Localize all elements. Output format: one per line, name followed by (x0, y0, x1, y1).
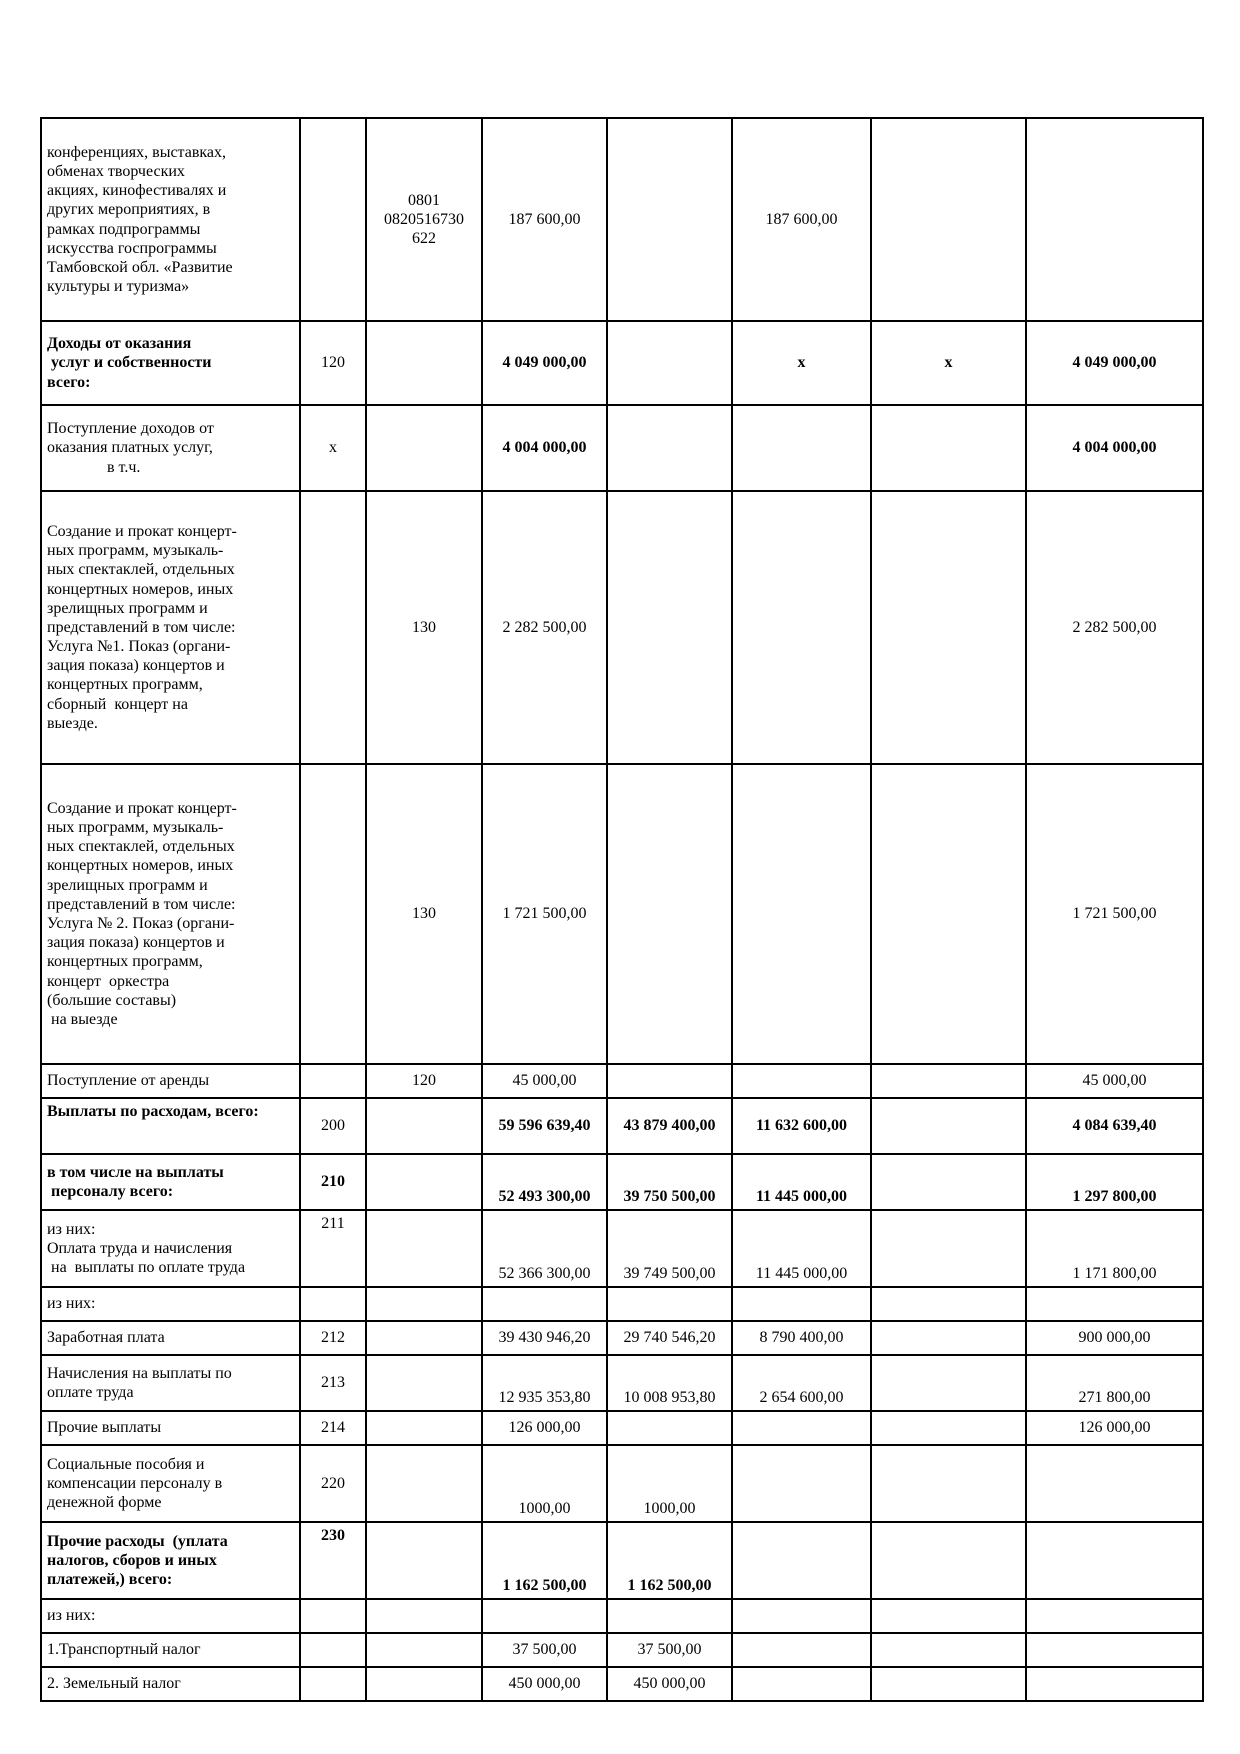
row-description-cell (41, 321, 300, 405)
row-code-cell (300, 1064, 366, 1098)
total-amount-cell: 4 049 000,00 (482, 321, 607, 405)
subsidy-other-cell: х (732, 321, 871, 405)
row-description-cell (41, 1321, 300, 1355)
capital-investment-cell (871, 764, 1026, 1064)
total-amount-cell: 12 935 353,80 (482, 1355, 607, 1411)
total-amount-cell: 1 162 500,00 (482, 1522, 607, 1599)
capital-investment-cell (871, 1321, 1026, 1355)
description-line: из них: (47, 1295, 96, 1313)
row-code-cell: 211 (300, 1210, 366, 1287)
row-code-cell: 210 (300, 1154, 366, 1210)
row-code-cell: х (300, 405, 366, 491)
paid-services-cell: 1 171 800,00 (1026, 1210, 1203, 1287)
description-line: культуры и туризма» (47, 278, 190, 296)
table-row (41, 1098, 1203, 1154)
total-amount-cell: 52 366 300,00 (482, 1210, 607, 1287)
subsidy-other-cell: 187 600,00 (732, 118, 871, 321)
row-code-cell (300, 1633, 366, 1667)
table-row (41, 491, 1203, 764)
kosgu-cell (366, 1321, 482, 1355)
table-row (41, 405, 1203, 491)
row-code-cell (300, 1287, 366, 1321)
paid-services-cell (1026, 1287, 1203, 1321)
kosgu-cell: 130 (366, 764, 482, 1064)
description-line: зрелищных программ и (47, 876, 208, 894)
description-line: персоналу всего: (47, 1183, 174, 1200)
subsidy-state-task-cell (607, 118, 732, 321)
description-line: Прочие расходы (уплата (47, 1532, 228, 1550)
paid-services-cell: 4 049 000,00 (1026, 321, 1203, 405)
total-amount-cell: 52 493 300,00 (482, 1154, 607, 1210)
subsidy-state-task-cell: 1 162 500,00 (607, 1522, 732, 1599)
paid-services-cell: 4 084 639,40 (1026, 1098, 1203, 1154)
description-line: из них: (47, 1220, 96, 1238)
subsidy-other-cell (732, 1064, 871, 1098)
subsidy-state-task-cell: 29 740 546,20 (607, 1321, 732, 1355)
row-code-cell: 200 (300, 1098, 366, 1154)
total-amount-cell: 1 721 500,00 (482, 764, 607, 1064)
subsidy-state-task-cell: 1000,00 (607, 1445, 732, 1522)
description-line: Тамбовской обл. «Развитие (47, 258, 233, 276)
kosgu-cell (366, 1287, 482, 1321)
description-line: оплате труда (47, 1384, 134, 1401)
capital-investment-cell: х (871, 321, 1026, 405)
total-amount-cell: 2 282 500,00 (482, 491, 607, 764)
capital-investment-cell (871, 1633, 1026, 1667)
description-line: рамках подпрограммы (47, 220, 201, 238)
capital-investment-cell (871, 1154, 1026, 1210)
row-code-cell: 212 (300, 1321, 366, 1355)
description-line: выезде. (47, 714, 98, 732)
capital-investment-cell (871, 1355, 1026, 1411)
row-description-cell (41, 1411, 300, 1445)
total-amount-cell: 187 600,00 (482, 118, 607, 321)
paid-services-cell (1026, 1522, 1203, 1599)
kosgu-cell (366, 1411, 482, 1445)
kosgu-cell (366, 1599, 482, 1633)
capital-investment-cell (871, 1667, 1026, 1701)
row-description-cell (41, 1210, 300, 1287)
kosgu-cell (366, 1154, 482, 1210)
row-code-cell: 214 (300, 1411, 366, 1445)
description-line: концертных программ, (47, 953, 203, 971)
subsidy-other-cell (732, 1599, 871, 1633)
paid-services-cell: 1 721 500,00 (1026, 764, 1203, 1064)
row-description-cell (41, 1098, 300, 1154)
row-code-cell: 213 (300, 1355, 366, 1411)
description-line: 1.Транспортный налог (47, 1641, 201, 1659)
description-line: компенсации персоналу в (47, 1474, 223, 1492)
description-line: Социальные пособия и (47, 1455, 205, 1473)
total-amount-cell: 1000,00 (482, 1445, 607, 1522)
subsidy-other-cell (732, 405, 871, 491)
total-amount-cell: 450 000,00 (482, 1667, 607, 1701)
description-line: акциях, кинофестивалях и (47, 182, 227, 200)
description-line: ных программ, музыкаль- (47, 542, 224, 560)
kosgu-cell (366, 1522, 482, 1599)
capital-investment-cell (871, 1287, 1026, 1321)
description-line: зация показа) концертов и (47, 934, 225, 952)
row-description-cell (41, 118, 300, 321)
kosgu-cell (366, 1355, 482, 1411)
subsidy-other-cell: 8 790 400,00 (732, 1321, 871, 1355)
description-line: представлений в том числе: (47, 895, 236, 913)
row-code-cell (300, 764, 366, 1064)
kosgu-cell: 0801 0820516730 622 (366, 118, 482, 321)
paid-services-cell (1026, 1599, 1203, 1633)
row-code-cell (300, 1599, 366, 1633)
financial-plan-table (40, 117, 1204, 1702)
subsidy-other-cell (732, 1667, 871, 1701)
table-row (41, 118, 1203, 321)
paid-services-cell: 271 800,00 (1026, 1355, 1203, 1411)
description-line: Поступление от аренды (47, 1072, 210, 1090)
description-line: Оплата труда и начисления (47, 1239, 233, 1257)
subsidy-state-task-cell (607, 1599, 732, 1633)
table-row (41, 1411, 1203, 1445)
description-line: на выплаты по оплате труда (47, 1259, 246, 1277)
description-line: (большие составы) (47, 991, 177, 1009)
paid-services-cell: 4 004 000,00 (1026, 405, 1203, 491)
table-row (41, 1154, 1203, 1210)
description-line: 2. Земельный налог (47, 1675, 181, 1693)
description-line: на выезде (47, 1010, 118, 1028)
description-line: Заработная плата (47, 1329, 165, 1347)
total-amount-cell: 37 500,00 (482, 1633, 607, 1667)
description-line: зация показа) концертов и (47, 657, 225, 675)
table-row (41, 1633, 1203, 1667)
description-line: Прочие выплаты (47, 1419, 162, 1437)
table-row (41, 1210, 1203, 1287)
row-description-cell (41, 1633, 300, 1667)
kosgu-cell (366, 321, 482, 405)
row-code-cell: 120 (300, 321, 366, 405)
table-row (41, 1445, 1203, 1522)
description-line: всего: (47, 373, 91, 391)
subsidy-other-cell: 11 445 000,00 (732, 1154, 871, 1210)
row-code-cell (300, 118, 366, 321)
paid-services-cell: 900 000,00 (1026, 1321, 1203, 1355)
subsidy-other-cell (732, 1287, 871, 1321)
subsidy-state-task-cell (607, 321, 732, 405)
description-line: Создание и прокат концерт- (47, 522, 237, 540)
subsidy-state-task-cell: 43 879 400,00 (607, 1098, 732, 1154)
paid-services-cell (1026, 1633, 1203, 1667)
total-amount-cell: 39 430 946,20 (482, 1321, 607, 1355)
paid-services-cell: 45 000,00 (1026, 1064, 1203, 1098)
description-line: сборный концерт на (47, 695, 188, 713)
subsidy-other-cell (732, 491, 871, 764)
row-code-cell: 230 (300, 1522, 366, 1599)
capital-investment-cell (871, 1098, 1026, 1154)
kosgu-cell (366, 1098, 482, 1154)
description-line: концертных номеров, иных (47, 857, 234, 875)
description-line: Услуга № 2. Показ (органи- (47, 915, 235, 932)
paid-services-cell: 126 000,00 (1026, 1411, 1203, 1445)
subsidy-other-cell (732, 1633, 871, 1667)
kosgu-cell (366, 405, 482, 491)
description-line: конференциях, выставках, (47, 143, 227, 161)
table-row (41, 1321, 1203, 1355)
row-code-cell (300, 491, 366, 764)
description-line: в том числе на выплаты (47, 1163, 224, 1181)
table-row (41, 1599, 1203, 1633)
subsidy-state-task-cell: 39 749 500,00 (607, 1210, 732, 1287)
table-row (41, 764, 1203, 1064)
subsidy-other-cell: 11 632 600,00 (732, 1098, 871, 1154)
subsidy-state-task-cell (607, 1287, 732, 1321)
description-line: услуг и собственности (47, 354, 212, 372)
total-amount-cell: 59 596 639,40 (482, 1098, 607, 1154)
description-line: из них: (47, 1607, 96, 1625)
kosgu-cell: 130 (366, 491, 482, 764)
table-row (41, 321, 1203, 405)
total-amount-cell: 4 004 000,00 (482, 405, 607, 491)
kosgu-cell: 120 (366, 1064, 482, 1098)
description-line: Начисления на выплаты по (47, 1364, 232, 1382)
subsidy-state-task-cell (607, 764, 732, 1064)
row-description-cell (41, 1667, 300, 1701)
capital-investment-cell (871, 1522, 1026, 1599)
row-description-cell (41, 491, 300, 764)
row-code-cell (300, 1667, 366, 1701)
description-line: концерт оркестра (47, 972, 170, 990)
table-row (41, 1667, 1203, 1701)
subsidy-other-cell (732, 1522, 871, 1599)
row-description-cell (41, 1064, 300, 1098)
capital-investment-cell (871, 1445, 1026, 1522)
kosgu-cell (366, 1667, 482, 1701)
row-code-cell: 220 (300, 1445, 366, 1522)
description-line: оказания платных услуг, (47, 439, 213, 457)
capital-investment-cell (871, 405, 1026, 491)
description-line: платежей,) всего: (47, 1571, 173, 1589)
description-line: зрелищных программ и (47, 599, 208, 617)
row-description-cell (41, 764, 300, 1064)
paid-services-cell: 2 282 500,00 (1026, 491, 1203, 764)
row-description-cell (41, 1154, 300, 1210)
description-line: концертных номеров, иных (47, 580, 234, 598)
total-amount-cell (482, 1287, 607, 1321)
subsidy-state-task-cell (607, 405, 732, 491)
table-row (41, 1355, 1203, 1411)
description-line: денежной форме (47, 1494, 162, 1512)
description-line: в т.ч. (47, 458, 141, 476)
paid-services-cell (1026, 118, 1203, 321)
table-row (41, 1522, 1203, 1599)
description-line: концертных программ, (47, 676, 203, 694)
description-line: ных программ, музыкаль- (47, 819, 224, 837)
subsidy-state-task-cell: 39 750 500,00 (607, 1154, 732, 1210)
description-line: налогов, сборов и иных (47, 1551, 217, 1569)
total-amount-cell: 126 000,00 (482, 1411, 607, 1445)
row-description-cell (41, 1522, 300, 1599)
table-row (41, 1287, 1203, 1321)
description-line: представлений в том числе: (47, 618, 236, 636)
description-line: Услуга №1. Показ (органи- (47, 638, 231, 656)
row-description-cell (41, 1355, 300, 1411)
subsidy-state-task-cell: 37 500,00 (607, 1633, 732, 1667)
description-line: Выплаты по расходам, всего: (47, 1103, 259, 1120)
subsidy-other-cell (732, 1445, 871, 1522)
subsidy-state-task-cell (607, 1064, 732, 1098)
subsidy-state-task-cell: 450 000,00 (607, 1667, 732, 1701)
description-line: Создание и прокат концерт- (47, 799, 237, 817)
paid-services-cell (1026, 1445, 1203, 1522)
kosgu-cell (366, 1210, 482, 1287)
capital-investment-cell (871, 1064, 1026, 1098)
description-line: ных спектаклей, отдельных (47, 561, 235, 579)
capital-investment-cell (871, 118, 1026, 321)
subsidy-state-task-cell: 10 008 953,80 (607, 1355, 732, 1411)
description-line: искусства госпрограммы (47, 239, 217, 257)
paid-services-cell (1026, 1667, 1203, 1701)
table-row (41, 1064, 1203, 1098)
row-description-cell (41, 405, 300, 491)
subsidy-state-task-cell (607, 1411, 732, 1445)
subsidy-other-cell (732, 764, 871, 1064)
description-line: Доходы от оказания (47, 335, 192, 353)
subsidy-other-cell: 2 654 600,00 (732, 1355, 871, 1411)
kosgu-cell (366, 1445, 482, 1522)
subsidy-other-cell (732, 1411, 871, 1445)
capital-investment-cell (871, 1210, 1026, 1287)
total-amount-cell: 45 000,00 (482, 1064, 607, 1098)
row-description-cell (41, 1287, 300, 1321)
capital-investment-cell (871, 1599, 1026, 1633)
capital-investment-cell (871, 1411, 1026, 1445)
description-line: обменах творческих (47, 162, 185, 180)
subsidy-other-cell: 11 445 000,00 (732, 1210, 871, 1287)
capital-investment-cell (871, 491, 1026, 764)
row-description-cell (41, 1599, 300, 1633)
description-line: ных спектаклей, отдельных (47, 838, 235, 856)
description-line: Поступление доходов от (47, 420, 214, 438)
kosgu-cell (366, 1633, 482, 1667)
description-line: других мероприятиях, в (47, 201, 211, 219)
paid-services-cell: 1 297 800,00 (1026, 1154, 1203, 1210)
total-amount-cell (482, 1599, 607, 1633)
row-description-cell (41, 1445, 300, 1522)
subsidy-state-task-cell (607, 491, 732, 764)
